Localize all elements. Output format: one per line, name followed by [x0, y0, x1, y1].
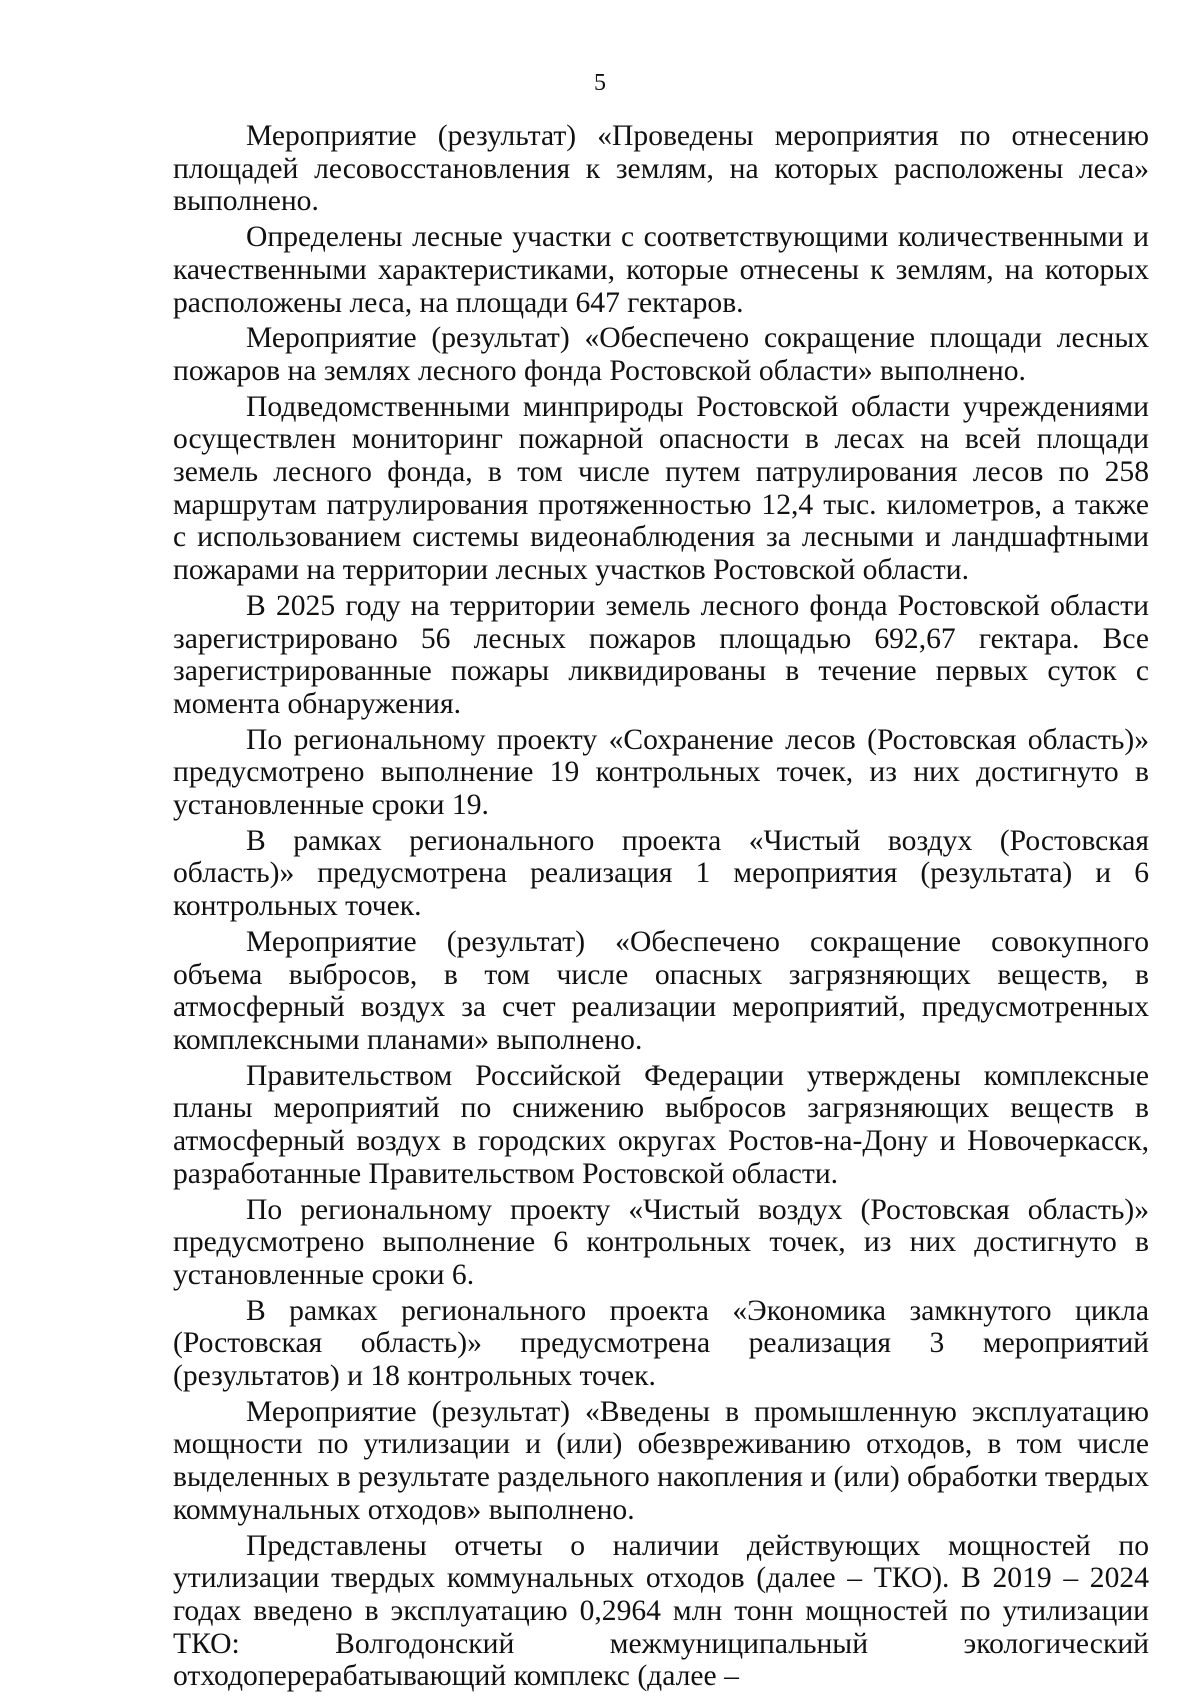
- paragraph: Правительством Российской Федерации утверждены комплексные планы мероприятий по снижению выбросов загрязняющих веществ в атмосферный воздух в городских округах Ростов-на-Дону и Новочеркасск, разработанные Правительством Ростовской области.: [173, 1059, 1149, 1190]
- paragraph: Подведомственными минприроды Ростовской области учреждениями осуществлен мониторинг пожарной опасности в лесах на всей площади земель лесного фонда, в том числе путем патрулирования лесов по 258 маршрутам патрулирования протяженностью 12,4 тыс. километров, а также с использованием системы видеонаблюдения за лесными и ландшафтными пожарами на территории лесных участков Ростовской области.: [173, 390, 1149, 587]
- paragraph: В рамках регионального проекта «Экономика замкнутого цикла (Ростовская область)» предусмотрена реализация 3 мероприятий (результатов) и 18 контрольных точек.: [173, 1294, 1149, 1393]
- paragraph: Мероприятие (результат) «Введены в промышленную эксплуатацию мощности по утилизации и (или) обезвреживанию отходов, в том числе выделенных в результате раздельного накопления и (или) обработки твердых коммунальных отходов» выполнено.: [173, 1395, 1149, 1526]
- paragraph: В 2025 году на территории земель лесного фонда Ростовской области зарегистрировано 56 лесных пожаров площадью 692,67 гектара. Все зарегистрированные пожары ликвидированы в течение первых суток с момента обнаружения.: [173, 589, 1149, 720]
- paragraph: По региональному проекту «Сохранение лесов (Ростовская область)» предусмотрено выполнение 19 контрольных точек, из них достигнуто в установленные сроки 19.: [173, 723, 1149, 822]
- paragraph: Мероприятие (результат) «Проведены мероприятия по отнесению площадей лесовосстановления к землям, на которых расположены леса» выполнено.: [173, 120, 1149, 218]
- paragraph: По региональному проекту «Чистый воздух (Ростовская область)» предусмотрено выполнение 6 контрольных точек, из них достигнуто в установленные сроки 6.: [173, 1193, 1149, 1291]
- paragraph: Мероприятие (результат) «Обеспечено сокращение совокупного объема выбросов, в том числе опасных загрязняющих веществ, в атмосферный воздух за счет реализации мероприятий, предусмотренных комплексными планами» выполнено.: [173, 925, 1149, 1056]
- paragraph: Определены лесные участки с соответствующими количественными и качественными характеристиками, которые отнесены к землям, на которых расположены леса, на площади 647 гектаров.: [173, 221, 1149, 319]
- page-number: 5: [594, 70, 606, 96]
- paragraph: Мероприятие (результат) «Обеспечено сокращение площади лесных пожаров на землях лесного фонда Ростовской области» выполнено.: [173, 322, 1149, 387]
- paragraph: Представлены отчеты о наличии действующих мощностей по утилизации твердых коммунальных отходов (далее – ТКО). В 2019 – 2024 годах введено в эксплуатацию 0,2964 млн тонн мощностей по утилизации ТКО: Волгодонский межмуниципальный экологический отходоперерабатывающий комплекс (далее –: [173, 1529, 1149, 1693]
- document-body: [173, 117, 1149, 1693]
- paragraph: В рамках регионального проекта «Чистый воздух (Ростовская область)» предусмотрена реализация 1 мероприятия (результата) и 6 контрольных точек.: [173, 824, 1149, 923]
